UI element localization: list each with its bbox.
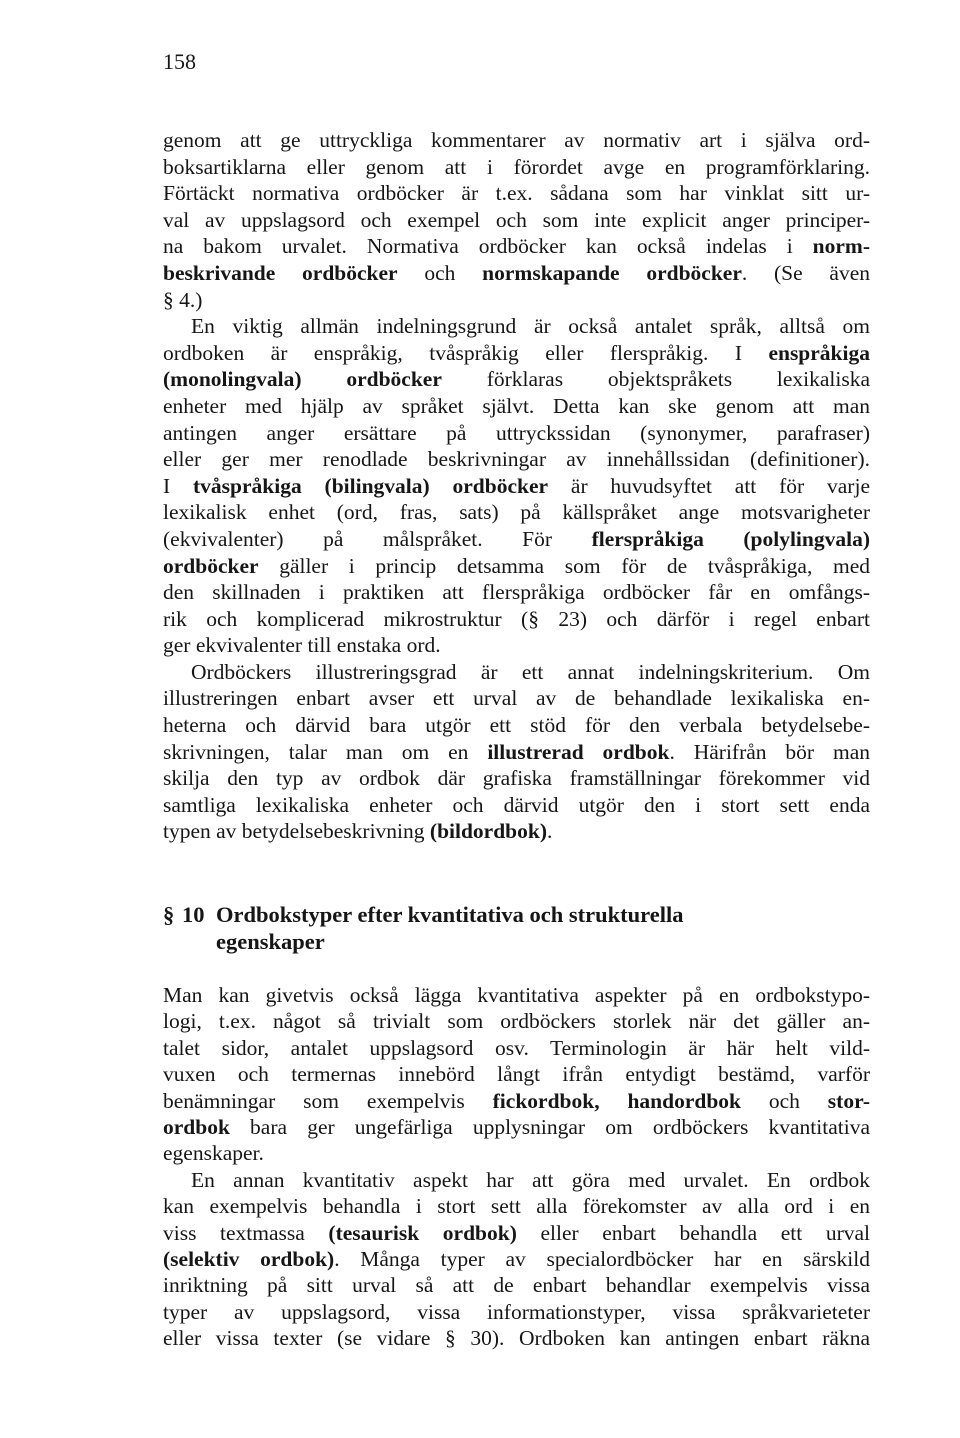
text-run: eller ger mer renodlade beskrivningar av innehållssidan (definitioner). <box>163 447 870 472</box>
text-line <box>163 1220 870 1246</box>
body-text-section-1 <box>163 127 870 845</box>
text-line <box>163 606 870 633</box>
bold-term: (bildordbok) <box>429 819 548 844</box>
text-line <box>163 1008 870 1034</box>
text-line <box>163 340 870 367</box>
page-number: 158 <box>163 49 196 74</box>
bold-term: ordbok <box>163 1114 230 1139</box>
bold-term: tvåspråkiga (bilingvala) ordböcker <box>193 473 549 498</box>
text-run: lexikalisk enhet (ord, fras, sats) på källspråket ange motsvarigheter <box>163 500 870 525</box>
text-run: enheter med hjälp av språket självt. Detta kan ske genom att man <box>163 393 870 418</box>
text-line <box>163 1325 870 1351</box>
bold-term: fickordbok, handordbok <box>492 1088 741 1113</box>
text-run: illustreringen enbart avser ett urval av de behandlade lexikaliska en- <box>163 686 870 711</box>
text-run: heterna och därvid bara utgör ett stöd för den verbala betydelsebe- <box>163 713 870 738</box>
text-run: . Härifrån bör man <box>669 739 870 764</box>
text-run: och <box>397 260 483 285</box>
text-run: ordboken är enspråkig, tvåspråkig eller flerspråkig. I <box>163 340 769 365</box>
text-line <box>163 739 870 766</box>
text-line <box>163 632 870 659</box>
text-run: En viktig allmän indelningsgrund är också antalet språk, alltså om <box>191 314 870 339</box>
text-run: rik och komplicerad mikrostruktur (§ 23) och därför i regel enbart <box>163 606 870 631</box>
text-line <box>163 154 870 181</box>
text-run: den skillnaden i praktiken att flerspråkiga ordböcker får en omfångs- <box>163 580 870 605</box>
text-line <box>163 1299 870 1325</box>
bold-term: flerspråkiga (polylingvala) <box>591 526 870 551</box>
text-run: bara ger ungefärliga upplysningar om ordböckers kvantitativa <box>229 1114 870 1139</box>
text-line <box>163 1167 870 1193</box>
text-run: ger ekvivalenter till enstaka ord. <box>163 633 441 658</box>
bold-term: (tesaurisk ordbok) <box>328 1220 517 1245</box>
text-line <box>163 765 870 792</box>
text-run: . <box>547 819 553 844</box>
text-line <box>163 207 870 234</box>
text-line <box>163 712 870 739</box>
text-run: Man kan givetvis också lägga kvantitativa aspekter på en ordbokstypo- <box>163 983 870 1007</box>
text-line <box>163 1193 870 1219</box>
bold-term: normskapande ordböcker <box>482 260 742 285</box>
paragraph <box>163 313 870 659</box>
text-run: och <box>740 1088 828 1113</box>
text-line <box>163 685 870 712</box>
text-line <box>163 233 870 260</box>
text-run: (ekvivalenter) på målspråket. För <box>163 526 592 551</box>
text-run: antingen anger ersättare på uttryckssidan (synonymer, parafraser) <box>163 420 870 445</box>
text-run: typer av uppslagsord, vissa informationstyper, vissa språkvarieteter <box>163 1299 870 1324</box>
text-run: skrivningen, talar man om en <box>163 739 488 764</box>
text-run: I <box>163 473 193 498</box>
text-run: samtliga lexikaliska enheter och därvid utgör den i stort sett enda <box>163 792 870 817</box>
text-run: talet sidor, antalet uppslagsord osv. Terminologin är här helt vild- <box>163 1035 870 1060</box>
text-run: val av uppslagsord och exempel och som inte explicit anger principer- <box>163 207 870 232</box>
text-line <box>163 659 870 686</box>
text-line <box>163 818 870 845</box>
section-title <box>216 901 870 955</box>
text-run: förklaras objektspråkets lexikaliska <box>441 367 870 392</box>
section-sign: § <box>163 902 175 927</box>
text-run: . Många typer av specialordböcker har en särskild <box>334 1246 870 1271</box>
text-run: En annan kvantitativ aspekt har att göra med urvalet. En ordbok <box>191 1167 870 1192</box>
text-line <box>163 1114 870 1140</box>
text-run: Ordböckers illustreringsgrad är ett annat indelningskriterium. Om <box>191 659 870 684</box>
section-heading <box>163 901 870 955</box>
text-line <box>163 1035 870 1061</box>
text-run: eller vissa texter (se vidare § 30). Ordboken kan antingen enbart räkna <box>163 1326 870 1351</box>
text-run: genom att ge uttryckliga kommentarer av normativ art i själva ord- <box>163 128 870 152</box>
bold-term: (monolingvala) ordböcker <box>163 367 442 392</box>
text-line <box>163 287 870 314</box>
text-line <box>163 180 870 207</box>
text-line <box>163 1246 870 1272</box>
text-line <box>163 1088 870 1114</box>
text-run: kan exempelvis behandla i stort sett alla förekomster av alla ord i en <box>163 1194 870 1219</box>
text-line <box>163 393 870 420</box>
bold-term: (selektiv ordbok) <box>163 1246 335 1271</box>
text-line <box>163 792 870 819</box>
text-line <box>163 420 870 447</box>
body-text-section-2 <box>163 982 870 1351</box>
text-line <box>163 579 870 606</box>
text-line <box>163 499 870 526</box>
bold-term: enspråkiga <box>768 340 870 365</box>
text-line <box>163 313 870 340</box>
text-line <box>163 473 870 500</box>
bold-term: ordböcker <box>163 553 259 578</box>
text-run: . (Se även <box>741 260 871 285</box>
text-run: Förtäckt normativa ordböcker är t.ex. sådana som har vinklat sitt ur- <box>163 181 870 206</box>
section-title-line: egenskaper <box>216 929 325 954</box>
text-run: logi, t.ex. något så trivialt som ordböckers storlek när det gäller an- <box>163 1009 870 1034</box>
text-run: viss textmassa <box>163 1220 329 1245</box>
paragraph <box>163 127 870 313</box>
text-run: skilja den typ av ordbok där grafiska framställningar förekommer vid <box>163 766 870 791</box>
paragraph <box>163 1167 870 1352</box>
paragraph <box>163 982 870 1167</box>
text-line <box>163 982 870 1008</box>
text-run: är huvudsyftet att för varje <box>548 473 870 498</box>
bold-term: illustrerad ordbok <box>487 739 670 764</box>
text-run: na bakom urvalet. Normativa ordböcker kan också indelas i <box>163 234 813 259</box>
text-run: benämningar som exempelvis <box>163 1088 493 1113</box>
paragraph <box>163 659 870 845</box>
text-line <box>163 260 870 287</box>
text-line <box>163 446 870 473</box>
text-line <box>163 1272 870 1298</box>
bold-term: norm- <box>812 234 870 259</box>
section-number: 10 <box>182 902 205 927</box>
text-line <box>163 526 870 553</box>
text-run: typen av betydelsebeskrivning <box>163 819 430 844</box>
text-run: eller enbart behandla ett urval <box>516 1220 870 1245</box>
bold-term: stor- <box>827 1088 870 1113</box>
text-line <box>163 1140 870 1166</box>
text-run: gäller i princip detsamma som för de tvåspråkiga, med <box>258 553 870 578</box>
text-run: boksartiklarna eller genom att i förordet avge en programförklaring. <box>163 154 870 179</box>
text-run: § 4.) <box>163 287 203 312</box>
text-line <box>163 366 870 393</box>
text-run: vuxen och termernas innebörd långt ifrån entydigt bestämd, varför <box>163 1062 870 1087</box>
bold-term: beskrivande ordböcker <box>163 260 398 285</box>
section-title-line: Ordbokstyper efter kvantitativa och strukturella <box>216 902 684 927</box>
text-line <box>163 553 870 580</box>
text-line <box>163 127 870 154</box>
text-line <box>163 1061 870 1087</box>
text-run: egenskaper. <box>163 1141 264 1166</box>
text-run: inriktning på sitt urval så att de enbart behandlar exempelvis vissa <box>163 1273 870 1298</box>
